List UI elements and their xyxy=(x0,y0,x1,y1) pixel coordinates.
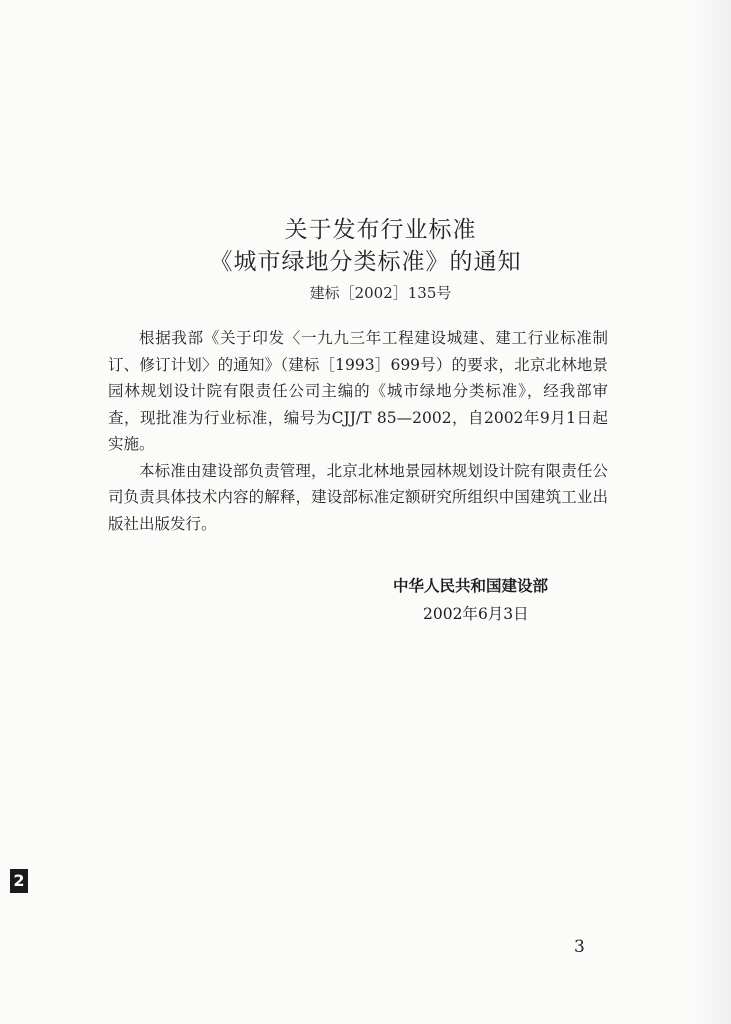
notice-title-block xyxy=(0,214,731,306)
chapter-tab-marker: 2 xyxy=(10,869,28,893)
page-number: 3 xyxy=(574,937,585,957)
document-number: 建标［2002］135号 xyxy=(309,284,452,302)
issuing-organization: 中华人民共和国建设部 xyxy=(393,577,549,595)
signature-block xyxy=(378,572,618,628)
body-paragraph-1: 根据我部《关于印发〈一九九三年工程建设城建、建工行业标准制订、修订计划〉的通知》（建标［1993］699号）的要求，北京北林地景园林规划设计院有限责任公司主编的《城市绿地分类标准》，经我部审查，现批准为行业标准，编号为CJJ/T 85—2002，自2002年9月1日起实施。 xyxy=(108,329,608,453)
issue-date: 2002年6月3日 xyxy=(423,605,529,623)
body-paragraph-2: 本标准由建设部负责管理，北京北林地景园林规划设计院有限责任公司负责具体技术内容的解释，建设部标准定额研究所组织中国建筑工业出版社出版发行。 xyxy=(108,461,608,533)
notice-title-line-2: 《城市绿地分类标准》的通知 xyxy=(209,249,522,275)
notice-title-line-1: 关于发布行业标准 xyxy=(284,217,477,243)
page-edge-shade xyxy=(691,0,731,1024)
notice-body xyxy=(108,325,608,537)
